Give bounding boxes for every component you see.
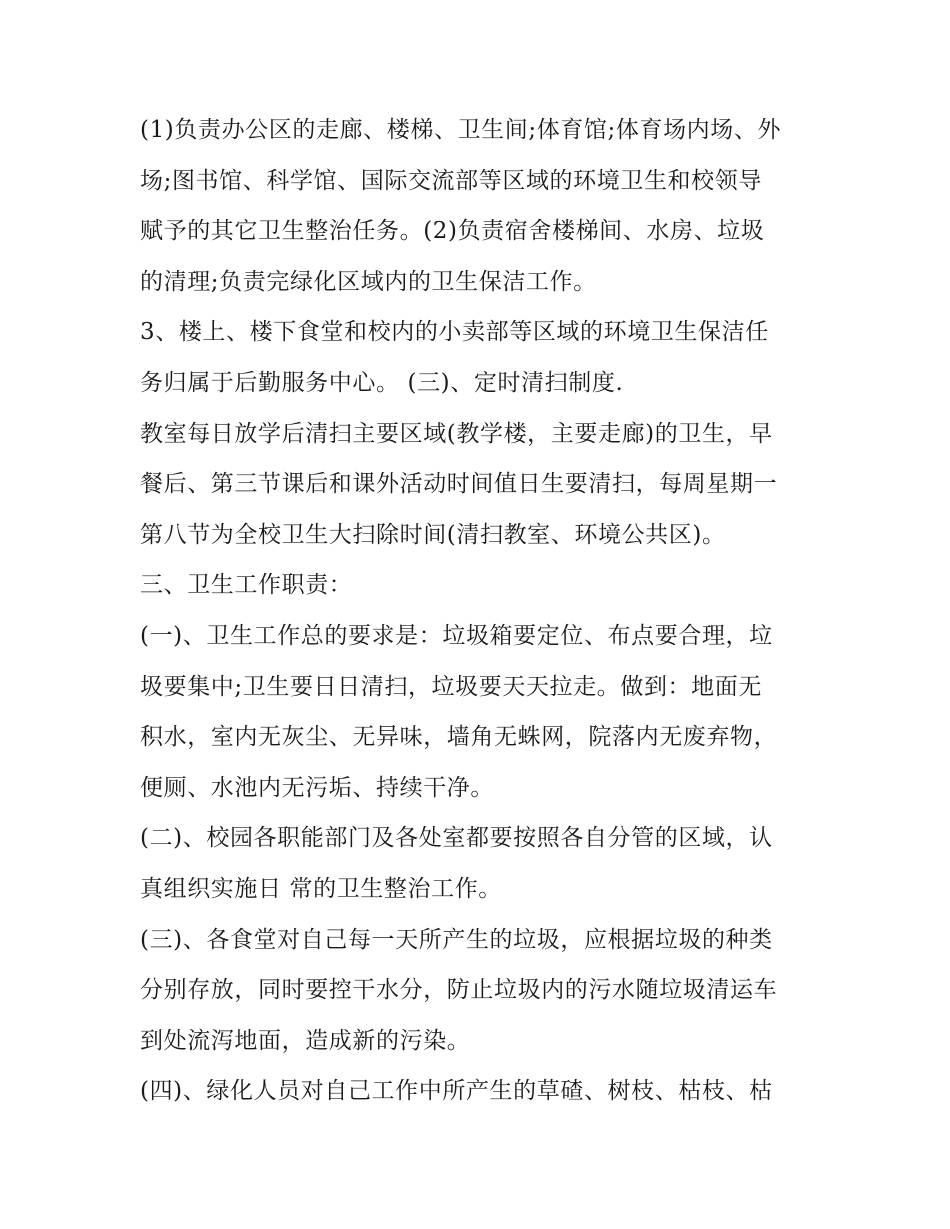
- text-line: 三、卫生工作职责：: [140, 572, 353, 598]
- text-line: 积水，室内无灰尘、无异味，墙角无蛛网，院落内无废弃物，: [140, 724, 778, 750]
- text-line: 圾要集中;卫生要日日清扫，垃圾要天天拉走。做到：地面无: [140, 674, 762, 700]
- text-line: 到处流泻地面，造成新的污染。: [140, 1028, 471, 1054]
- text-line: 分别存放，同时要控干水分，防止垃圾内的污水随垃圾清运车: [140, 977, 778, 1003]
- text-line: 务归属于后勤服务中心。 (三)、定时清扫制度.: [140, 370, 624, 396]
- text-line: (二)、校园各职能部门及各处室都要按照各自分管的区域，认: [140, 825, 773, 851]
- text-line: 真组织实施日 常的卫生整治工作。: [140, 876, 502, 902]
- text-line: 教室每日放学后清扫主要区域(教学楼，主要走廊)的卫生，早: [140, 421, 773, 447]
- text-line: 便厕、水池内无污垢、持续干净。: [140, 775, 494, 801]
- text-line: 第八节为全校卫生大扫除时间(清扫教室、环境公共区)。: [140, 522, 726, 548]
- text-line: 赋予的其它卫生整治任务。(2)负责宿舍楼梯间、水房、垃圾: [140, 218, 765, 244]
- text-line: (一)、卫生工作总的要求是：垃圾箱要定位、布点要合理，垃: [140, 623, 773, 649]
- text-line: 的清理;负责完绿化区域内的卫生保洁工作。: [140, 269, 597, 295]
- text-line: (三)、各食堂对自己每一天所产生的垃圾，应根据垃圾的种类: [140, 927, 773, 953]
- text-line: (四)、绿化人员对自己工作中所产生的草碴、树枝、枯枝、枯: [140, 1078, 773, 1104]
- text-line: (1)负责办公区的走廊、楼梯、卫生间;体育馆;体育场内场、外: [140, 117, 782, 143]
- text-line: 场;图书馆、科学馆、国际交流部等区域的环境卫生和校领导: [140, 168, 762, 194]
- text-line: 餐后、第三节课后和课外活动时间值日生要清扫，每周星期一: [140, 471, 778, 497]
- text-line: 3、楼上、楼下食堂和校内的小卖部等区域的环境卫生保洁任: [140, 319, 769, 345]
